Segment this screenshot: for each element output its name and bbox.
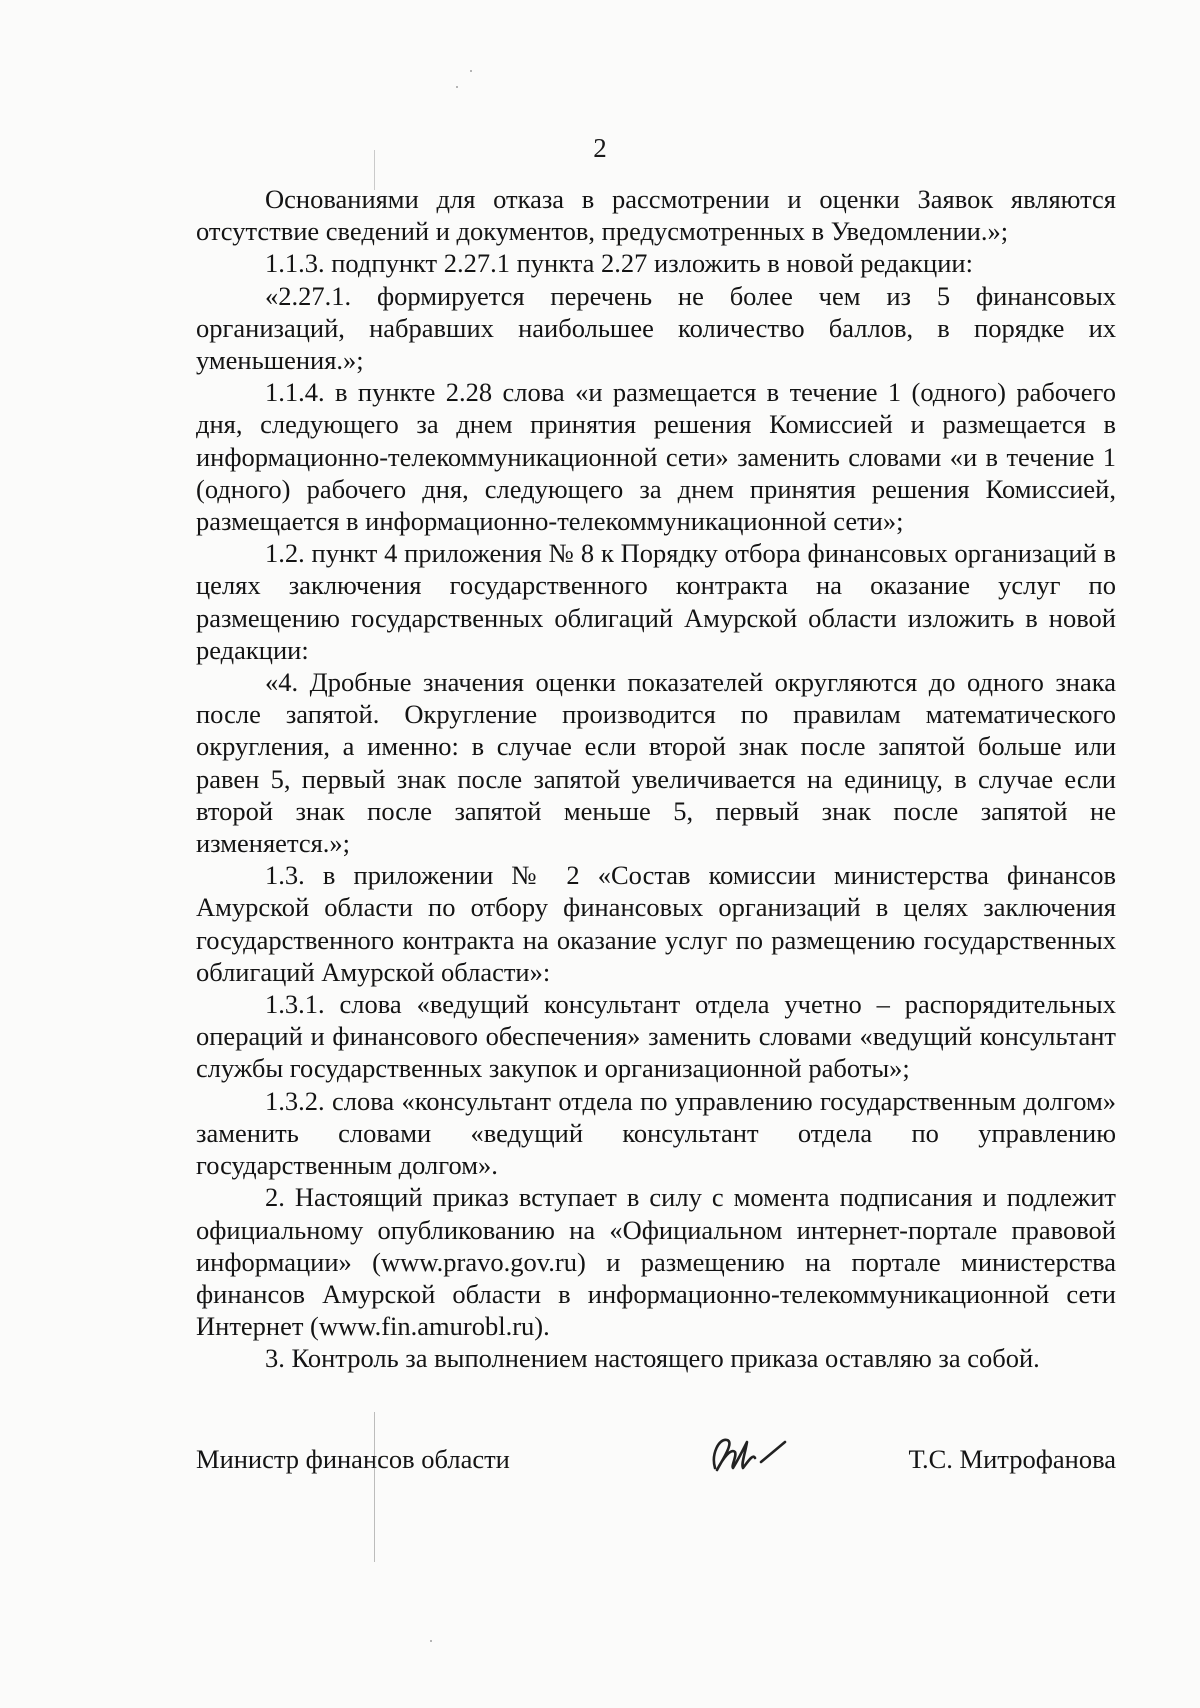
paragraph-1-3: 1.3. в приложении № 2 «Состав комиссии министерства финансов Амурской области по отбору финансовых организаций в целях заключения государственного контракта на оказание услуг по размещению государственных облигаций Амурской области»:	[196, 860, 1116, 987]
paragraph-refusal-grounds: Основаниями для отказа в рассмотрении и оценки Заявок являются отсутствие сведений и документов, предусмотренных в Уведомлении.»;	[196, 184, 1116, 247]
paragraph-1-1-3: 1.1.3. подпункт 2.27.1 пункта 2.27 изложить в новой редакции:	[265, 248, 973, 279]
paragraph-2-27-1: «2.27.1. формируется перечень не более чем из 5 финансовых организаций, набравших наибольшее количество баллов, в порядке их уменьшения.»;	[196, 280, 1116, 376]
paragraph-1-3-2: 1.3.2. слова «консультант отдела по управлению государственным долгом» заменить словами «ведущий консультант отдела по управлению государственным долгом».	[196, 1085, 1116, 1181]
paragraph-1-1-4: 1.1.4. в пункте 2.28 слова «и размещается в течение 1 (одного) рабочего дня, следующего за днем принятия решения Комиссией и размещается в информационно-телекоммуникационной сети» заменить словами «и в течение 1 (одного) рабочего дня, следующего за днем принятия решения Комиссией, размещается в информационно-телекоммуникационной сети»;	[196, 377, 1116, 537]
paragraph-3-control: 3. Контроль за выполнением настоящего приказа оставляю за собой.	[265, 1343, 1040, 1374]
signatory-position: Министр финансов области	[196, 1444, 510, 1474]
scan-fold-line-top	[374, 150, 375, 190]
paragraph-rounding-rule: «4. Дробные значения оценки показателей округляются до одного знака после запятой. Округление производится по правилам математического округления, а именно: в случае если второй знак после запятой больше или равен 5, первый знак после запятой увеличивается на единицу, в случае если второй знак после запятой меньше 5, первый знак после запятой не изменяется.»;	[196, 667, 1116, 859]
scan-dot	[430, 1640, 432, 1642]
paragraph-2-publication: 2. Настоящий приказ вступает в силу с момента подписания и подлежит официальному опубликованию на «Официальном интернет-портале правовой информации» (www.pravo.gov.ru) и размещению на портале министерства финансов Амурской области в информационно-телекоммуникационной сети Интернет (www.fin.amurobl.ru).	[196, 1182, 1116, 1342]
scan-fold-line-bottom	[374, 1412, 375, 1562]
handwritten-signature-mark	[701, 1428, 796, 1478]
paragraph-1-2: 1.2. пункт 4 приложения № 8 к Порядку отбора финансовых организаций в целях заключения государственного контракта на оказание услуг по размещению государственных облигаций Амурской области изложить в новой редакции:	[196, 538, 1116, 665]
scan-dot	[456, 86, 458, 88]
document-body	[196, 183, 1116, 1375]
signature-block	[196, 1438, 1116, 1478]
signatory-name: Т.С. Митрофанова	[908, 1444, 1116, 1474]
paragraph-1-3-1: 1.3.1. слова «ведущий консультант отдела учетно – распорядительных операций и финансового обеспечения» заменить словами «ведущий консультант службы государственных закупок и организационной работы»;	[196, 989, 1116, 1084]
page-number: 2	[593, 133, 607, 163]
scan-dot	[470, 70, 472, 72]
